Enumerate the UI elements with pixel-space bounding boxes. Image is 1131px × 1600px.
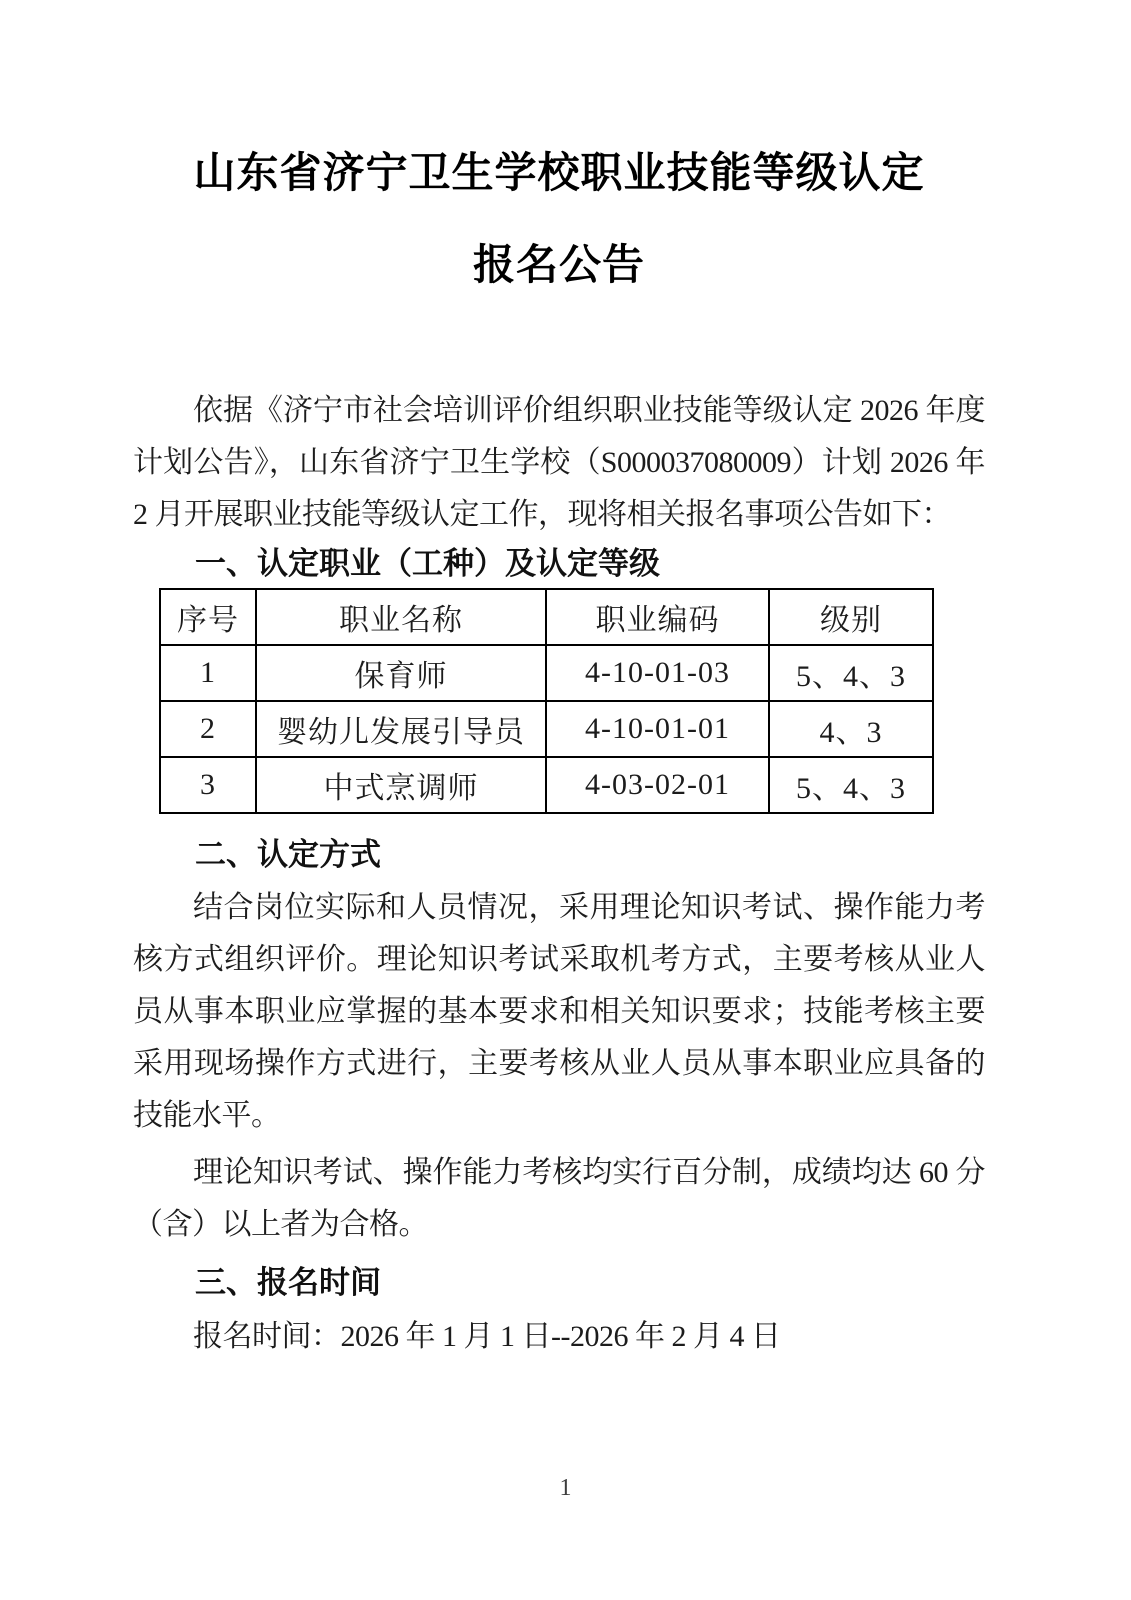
- table-row: [160, 757, 933, 813]
- table-header-cell-level: 级别: [769, 589, 933, 645]
- table-cell-level: 5、4、3: [769, 645, 933, 701]
- table-row: [160, 645, 933, 701]
- table-row: [160, 701, 933, 757]
- table-header-cell-code: 职业编码: [546, 589, 769, 645]
- jobs-table: [159, 588, 934, 814]
- table-cell-level: 5、4、3: [769, 757, 933, 813]
- table-cell-index: 3: [160, 757, 256, 813]
- section-1-heading: 一、认定职业（工种）及认定等级: [195, 546, 660, 581]
- document-title: [133, 150, 985, 290]
- section-3-heading: 三、报名时间: [195, 1265, 381, 1300]
- paragraph-line: 员从事本职业应掌握的基本要求和相关知识要求；技能考核主要: [133, 995, 985, 1028]
- scoring-paragraph: [133, 1147, 985, 1251]
- page-number: 1: [559, 1475, 572, 1501]
- registration-time-line: 报名时间：2026 年 1 月 1 日--2026 年 2 月 4 日: [193, 1320, 781, 1353]
- paragraph-line: 2 月开展职业技能等级认定工作，现将相关报名事项公告如下：: [133, 498, 951, 531]
- table-cell-level: 4、3: [769, 701, 933, 757]
- table-cell-occupation: 婴幼儿发展引导员: [256, 701, 546, 757]
- table-cell-index: 1: [160, 645, 256, 701]
- method-paragraph: [133, 882, 985, 1142]
- paragraph-line: 依据《济宁市社会培训评价组织职业技能等级认定 2026 年度: [193, 394, 985, 427]
- table-cell-code: 4-03-02-01: [546, 757, 769, 813]
- document-title-line-1: 山东省济宁卫生学校职业技能等级认定: [193, 151, 925, 197]
- table-cell-code: 4-10-01-01: [546, 701, 769, 757]
- paragraph-line: 理论知识考试、操作能力考核均实行百分制，成绩均达 60 分: [193, 1156, 985, 1189]
- intro-paragraph: [133, 385, 985, 541]
- paragraph-line: 核方式组织评价。理论知识考试采取机考方式，主要考核从业人: [133, 943, 985, 976]
- table-cell-occupation: 中式烹调师: [256, 757, 546, 813]
- section-2-heading: 二、认定方式: [195, 837, 381, 872]
- paragraph-line: （含）以上者为合格。: [133, 1208, 428, 1241]
- document-body: [133, 0, 985, 1363]
- table-header-cell-occupation: 职业名称: [256, 589, 546, 645]
- table-cell-code: 4-10-01-03: [546, 645, 769, 701]
- table-cell-index: 2: [160, 701, 256, 757]
- paragraph-line: 结合岗位实际和人员情况，采用理论知识考试、操作能力考: [193, 891, 985, 924]
- table-header-cell-index: 序号: [160, 589, 256, 645]
- document-title-line-2: 报名公告: [472, 243, 645, 289]
- paragraph-line: 技能水平。: [133, 1099, 281, 1132]
- paragraph-line: 计划公告》，山东省济宁卫生学校（S000037080009）计划 2026 年: [133, 446, 985, 479]
- paragraph-line: 采用现场操作方式进行，主要考核从业人员从事本职业应具备的: [133, 1047, 985, 1080]
- table-cell-occupation: 保育师: [256, 645, 546, 701]
- table-header-row: [160, 589, 933, 645]
- registration-time-paragraph: [133, 1311, 985, 1363]
